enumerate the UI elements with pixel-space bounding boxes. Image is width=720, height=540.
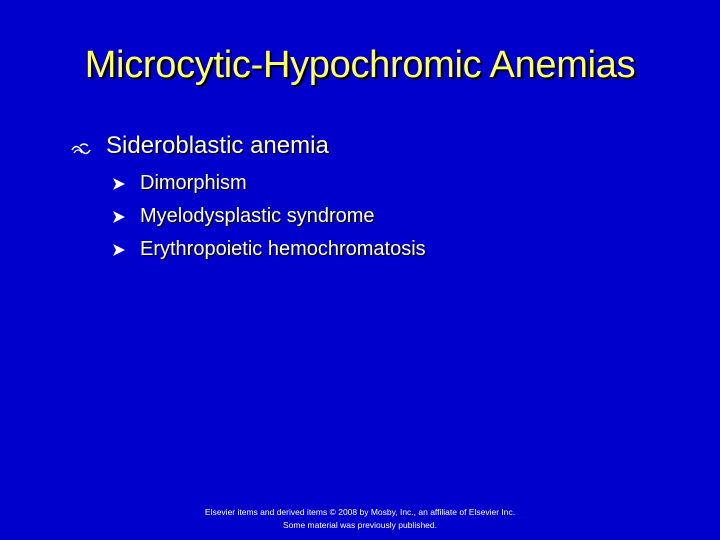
arrow-bullet-icon [112,210,126,224]
list-item-text: Myelodysplastic syndrome [140,205,375,227]
copyright-footer [0,506,720,532]
decorative-wingding-icon [70,141,92,159]
footer-line-2: Some material was previously published. [282,520,438,530]
arrow-bullet-icon [112,243,126,257]
list-item-text: Erythropoietic hemochromatosis [140,238,426,260]
arrow-bullet-icon [112,177,126,191]
footer-line-1: Elsevier items and derived items © 2008 by Mosby, Inc., an affiliate of Elsevier Inc. [204,507,516,517]
slide-title: Microcytic-Hypochromic Anemias [84,44,636,86]
main-bullet-text: Sideroblastic anemia [106,132,329,159]
list-item-text: Dimorphism [140,172,247,194]
